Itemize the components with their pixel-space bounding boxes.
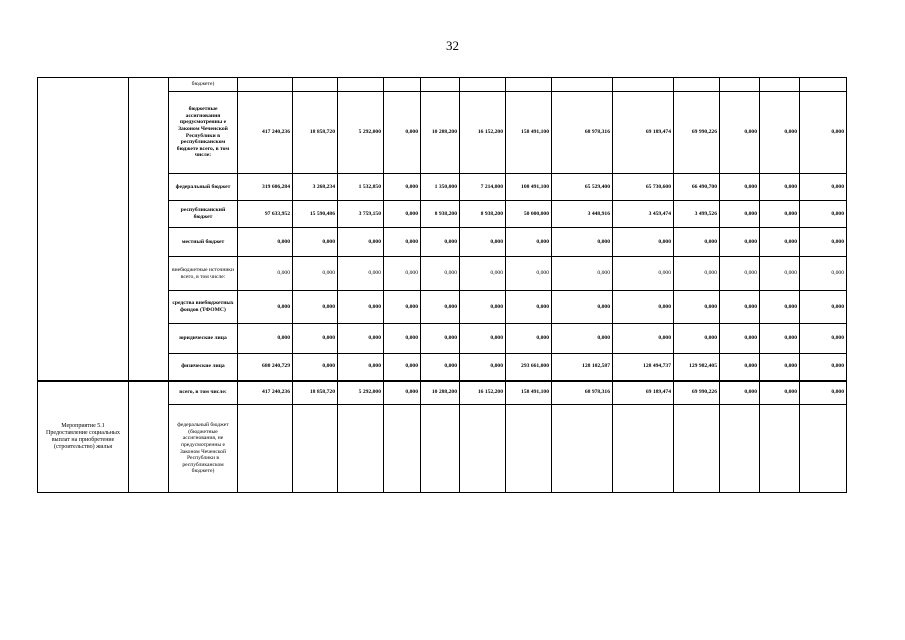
event-title-cell: Мероприятие 5.1 Предоставление социальных выплат на приобретение (строительство) жилья <box>38 381 129 493</box>
value-cell: 0,000 <box>720 291 760 324</box>
value-cell: 0,000 <box>720 354 760 381</box>
table-row <box>38 381 847 405</box>
value-cell: 0,000 <box>384 228 421 257</box>
value-cell: 0,000 <box>293 324 338 354</box>
value-cell: 68 978,316 <box>552 381 613 405</box>
value-cell: 0,000 <box>674 324 720 354</box>
value-cell <box>293 78 338 92</box>
value-cell: 0,000 <box>720 257 760 291</box>
value-cell: 0,000 <box>613 291 674 324</box>
value-cell <box>760 78 800 92</box>
value-cell: 0,000 <box>293 354 338 381</box>
value-cell: 417 240,236 <box>238 381 293 405</box>
value-cell: 0,000 <box>800 174 847 201</box>
funding-source-cell: всего, в том числе: <box>169 381 238 405</box>
value-cell: 0,000 <box>800 228 847 257</box>
value-cell: 128 102,587 <box>552 354 613 381</box>
value-cell: 0,000 <box>384 291 421 324</box>
value-cell: 0,000 <box>384 92 421 174</box>
value-cell: 0,000 <box>506 228 552 257</box>
value-cell: 0,000 <box>384 201 421 228</box>
value-cell: 0,000 <box>338 354 384 381</box>
value-cell: 0,000 <box>613 257 674 291</box>
value-cell: 129 982,405 <box>674 354 720 381</box>
value-cell: 0,000 <box>421 324 460 354</box>
value-cell: 0,000 <box>800 291 847 324</box>
value-cell: 5 292,000 <box>338 92 384 174</box>
value-cell <box>460 405 506 493</box>
value-cell: 0,000 <box>338 324 384 354</box>
funding-source-cell: федеральный бюджет <box>169 174 238 201</box>
event-title-cell-empty <box>38 78 129 381</box>
value-cell: 0,000 <box>674 291 720 324</box>
value-cell: 7 214,000 <box>460 174 506 201</box>
value-cell <box>720 78 760 92</box>
value-cell: 3 759,150 <box>338 201 384 228</box>
value-cell: 5 292,000 <box>338 381 384 405</box>
value-cell <box>552 78 613 92</box>
value-cell: 0,000 <box>460 257 506 291</box>
value-cell <box>460 78 506 92</box>
value-cell: 0,000 <box>384 257 421 291</box>
value-cell: 0,000 <box>720 324 760 354</box>
value-cell: 0,000 <box>760 291 800 324</box>
value-cell <box>506 405 552 493</box>
value-cell: 0,000 <box>800 381 847 405</box>
value-cell: 293 661,000 <box>506 354 552 381</box>
value-cell: 0,000 <box>760 92 800 174</box>
value-cell: 1 350,000 <box>421 174 460 201</box>
value-cell: 0,000 <box>760 257 800 291</box>
value-cell <box>421 78 460 92</box>
value-cell: 0,000 <box>720 228 760 257</box>
page-number: 32 <box>446 38 459 53</box>
value-cell: 15 590,486 <box>293 201 338 228</box>
value-cell: 0,000 <box>506 291 552 324</box>
funding-source-cell: физические лица <box>169 354 238 381</box>
value-cell: 3 459,474 <box>613 201 674 228</box>
value-cell: 0,000 <box>421 354 460 381</box>
value-cell: 0,000 <box>613 324 674 354</box>
value-cell: 0,000 <box>674 228 720 257</box>
value-cell: 0,000 <box>760 228 800 257</box>
value-cell: 97 633,952 <box>238 201 293 228</box>
value-cell: 18 858,720 <box>293 381 338 405</box>
value-cell: 69 990,226 <box>674 92 720 174</box>
value-cell: 0,000 <box>506 257 552 291</box>
value-cell: 66 490,700 <box>674 174 720 201</box>
budget-table <box>37 77 847 493</box>
value-cell: 0,000 <box>720 92 760 174</box>
value-cell: 69 990,226 <box>674 381 720 405</box>
value-cell: 68 978,316 <box>552 92 613 174</box>
value-cell: 0,000 <box>238 257 293 291</box>
value-cell: 0,000 <box>421 291 460 324</box>
value-cell: 0,000 <box>506 324 552 354</box>
value-cell: 0,000 <box>800 324 847 354</box>
value-cell <box>674 78 720 92</box>
value-cell <box>800 78 847 92</box>
value-cell: 1 532,850 <box>338 174 384 201</box>
value-cell: 8 938,200 <box>460 201 506 228</box>
value-cell: 0,000 <box>238 291 293 324</box>
value-cell: 0,000 <box>293 291 338 324</box>
value-cell <box>238 405 293 493</box>
value-cell: 0,000 <box>238 324 293 354</box>
value-cell: 65 730,600 <box>613 174 674 201</box>
value-cell: 0,000 <box>674 257 720 291</box>
value-cell: 0,000 <box>800 354 847 381</box>
value-cell: 417 240,236 <box>238 92 293 174</box>
value-cell: 0,000 <box>800 92 847 174</box>
value-cell: 10 288,200 <box>421 381 460 405</box>
executor-cell <box>129 381 169 493</box>
value-cell <box>384 78 421 92</box>
value-cell <box>338 405 384 493</box>
value-cell <box>293 405 338 493</box>
event-block-body <box>38 381 847 493</box>
table-row <box>38 78 847 92</box>
value-cell: 16 152,200 <box>460 92 506 174</box>
value-cell: 18 858,720 <box>293 92 338 174</box>
funding-source-cell: средства внебюджетных фондов (ТФОМС) <box>169 291 238 324</box>
value-cell <box>338 78 384 92</box>
value-cell <box>720 405 760 493</box>
value-cell: 3 448,916 <box>552 201 613 228</box>
value-cell: 0,000 <box>421 257 460 291</box>
value-cell: 0,000 <box>552 228 613 257</box>
value-cell: 158 491,100 <box>506 381 552 405</box>
value-cell <box>421 405 460 493</box>
value-cell: 0,000 <box>800 257 847 291</box>
value-cell: 3 499,526 <box>674 201 720 228</box>
value-cell: 0,000 <box>760 201 800 228</box>
value-cell: 0,000 <box>800 201 847 228</box>
value-cell <box>384 405 421 493</box>
value-cell: 0,000 <box>552 257 613 291</box>
value-cell: 0,000 <box>460 324 506 354</box>
value-cell <box>800 405 847 493</box>
value-cell <box>760 405 800 493</box>
value-cell: 0,000 <box>338 291 384 324</box>
value-cell: 0,000 <box>613 228 674 257</box>
top-block-body <box>38 78 847 381</box>
value-cell: 128 494,737 <box>613 354 674 381</box>
value-cell: 65 529,400 <box>552 174 613 201</box>
value-cell: 16 152,200 <box>460 381 506 405</box>
value-cell: 0,000 <box>460 228 506 257</box>
value-cell: 0,000 <box>760 174 800 201</box>
value-cell: 0,000 <box>384 324 421 354</box>
value-cell: 0,000 <box>720 201 760 228</box>
value-cell: 50 000,000 <box>506 201 552 228</box>
value-cell: 0,000 <box>384 381 421 405</box>
funding-source-cell: бюджете) <box>169 78 238 92</box>
value-cell: 0,000 <box>760 354 800 381</box>
value-cell: 69 189,474 <box>613 92 674 174</box>
value-cell: 69 189,474 <box>613 381 674 405</box>
value-cell: 0,000 <box>720 381 760 405</box>
value-cell <box>613 405 674 493</box>
value-cell: 0,000 <box>384 354 421 381</box>
value-cell: 0,000 <box>760 324 800 354</box>
funding-source-cell: местный бюджет <box>169 228 238 257</box>
value-cell: 680 240,729 <box>238 354 293 381</box>
value-cell: 0,000 <box>338 228 384 257</box>
value-cell: 0,000 <box>293 257 338 291</box>
value-cell <box>613 78 674 92</box>
value-cell: 0,000 <box>238 228 293 257</box>
value-cell: 0,000 <box>293 228 338 257</box>
funding-source-cell: бюджетные ассигнования предусмотренны е Законом Чеченской Республики в республиканском бюджете всего, в том числе: <box>169 92 238 174</box>
funding-source-cell: юридические лица <box>169 324 238 354</box>
value-cell: 0,000 <box>421 228 460 257</box>
value-cell: 10 288,200 <box>421 92 460 174</box>
value-cell: 0,000 <box>760 381 800 405</box>
value-cell: 0,000 <box>720 174 760 201</box>
value-cell: 108 491,100 <box>506 174 552 201</box>
value-cell: 319 606,284 <box>238 174 293 201</box>
funding-source-cell: федеральный бюджет (бюджетные ассигнования, не предусмотренны е Законом Чеченской Республики в республиканском бюджете) <box>169 405 238 493</box>
value-cell <box>552 405 613 493</box>
value-cell <box>238 78 293 92</box>
value-cell: 3 268,234 <box>293 174 338 201</box>
executor-cell <box>129 78 169 381</box>
value-cell: 0,000 <box>384 174 421 201</box>
value-cell <box>506 78 552 92</box>
funding-source-cell: республиканский бюджет <box>169 201 238 228</box>
value-cell: 0,000 <box>338 257 384 291</box>
funding-source-cell: внебюджетные источники всего, в том числе: <box>169 257 238 291</box>
value-cell <box>674 405 720 493</box>
value-cell: 0,000 <box>552 324 613 354</box>
value-cell: 0,000 <box>460 291 506 324</box>
value-cell: 0,000 <box>460 354 506 381</box>
value-cell: 158 491,100 <box>506 92 552 174</box>
value-cell: 8 938,200 <box>421 201 460 228</box>
value-cell: 0,000 <box>552 291 613 324</box>
